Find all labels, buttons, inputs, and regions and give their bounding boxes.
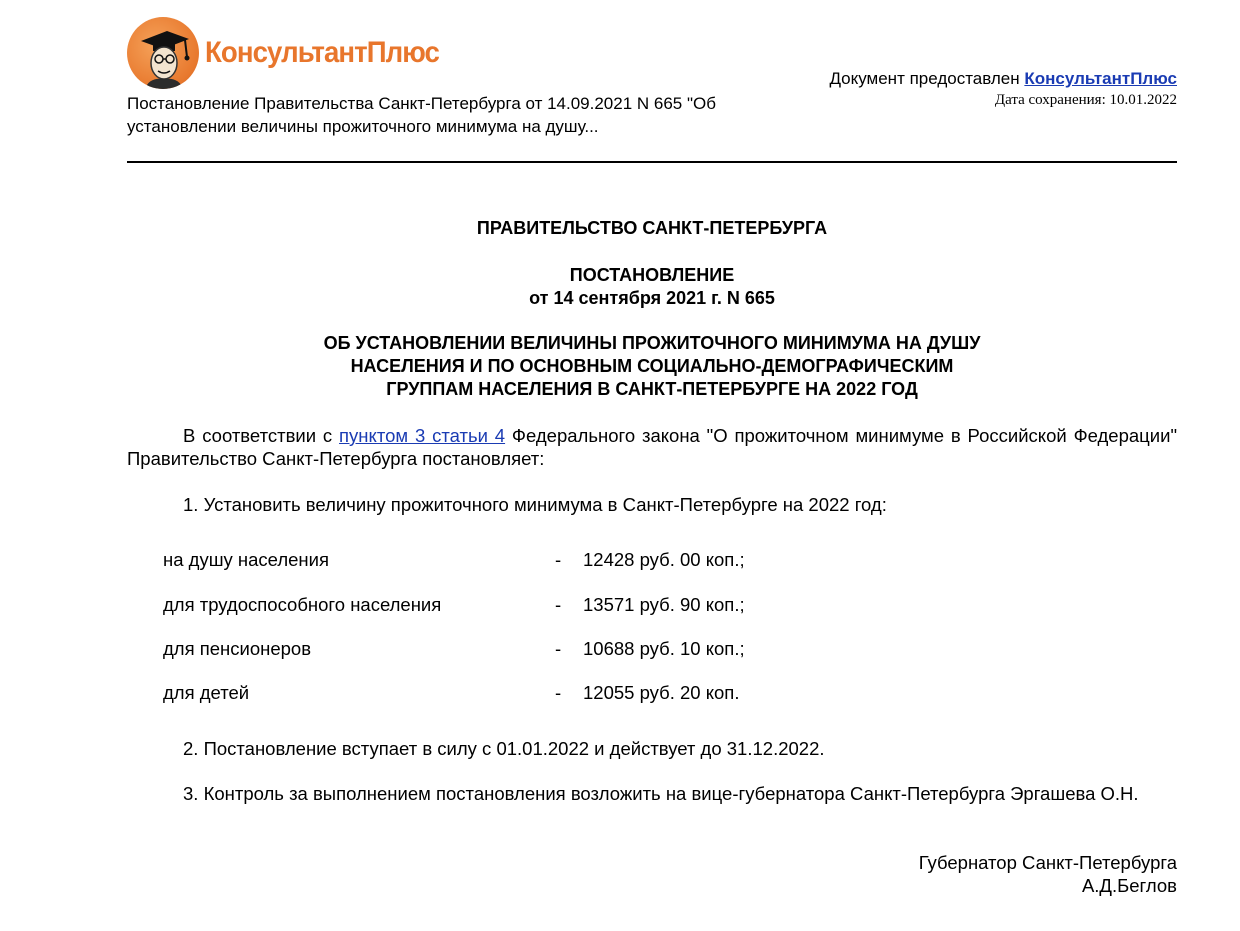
row-dash: - xyxy=(555,549,562,570)
row-value: 13571 руб. 90 коп.; xyxy=(583,594,745,615)
provided-by-prefix: Документ предоставлен xyxy=(829,69,1025,88)
issuing-authority: ПРАВИТЕЛЬСТВО САНКТ-ПЕТЕРБУРГА xyxy=(476,218,828,238)
row-value: 12428 руб. 00 коп.; xyxy=(583,549,745,570)
row-value: 12055 руб. 20 коп. xyxy=(583,682,740,703)
row-value: 10688 руб. 10 коп.; xyxy=(583,638,745,659)
row-dash: - xyxy=(555,638,562,659)
provided-by xyxy=(829,68,1177,90)
consultantplus-logo[interactable] xyxy=(127,16,459,90)
save-date: Дата сохранения: 10.01.2022 xyxy=(994,92,1177,108)
consultantplus-link[interactable]: КонсультантПлюс xyxy=(1024,69,1177,88)
item-3-paragraph xyxy=(127,782,1177,805)
document-type: ПОСТАНОВЛЕНИЕ xyxy=(569,265,735,285)
item-3-text: 3. Контроль за выполнением постановления возложить на вице-губернатора Санкт-Петербурга Эргашева О.Н. xyxy=(183,783,1139,804)
preamble-paragraph xyxy=(127,424,1177,470)
row-dash: - xyxy=(555,682,562,703)
item-2-text: 2. Постановление вступает в силу с 01.01.2022 и действует до 31.12.2022. xyxy=(183,738,825,759)
law-article-link[interactable]: пунктом 3 статьи 4 xyxy=(339,425,506,446)
preamble-text: Федерального закона "О прожиточном минимуме в Российской Федерации" Правительство Санкт-Петербурга постановляет: xyxy=(127,425,1178,469)
logo-wordmark: КонсультантПлюс xyxy=(205,36,439,69)
document-title-line: ГРУППАМ НАСЕЛЕНИЯ В САНКТ-ПЕТЕРБУРГЕ НА 2022 ГОД xyxy=(386,379,918,399)
document-page xyxy=(127,0,1177,931)
row-label: на душу населения xyxy=(163,549,330,570)
item-2-paragraph xyxy=(127,737,1177,760)
item-1-text: 1. Установить величину прожиточного минимума в Санкт-Петербурге на 2022 год: xyxy=(183,494,887,515)
header-divider xyxy=(127,161,1177,163)
row-label: для детей xyxy=(163,682,250,703)
document-title-line: ОБ УСТАНОВЛЕНИИ ВЕЛИЧИНЫ ПРОЖИТОЧНОГО МИНИМУМА НА ДУШУ xyxy=(323,333,981,353)
logo-professor-icon xyxy=(127,17,199,89)
preamble-text: В соответствии с xyxy=(183,425,340,446)
row-label: для трудоспособного населения xyxy=(163,594,442,615)
document-title-line: НАСЕЛЕНИЯ И ПО ОСНОВНЫМ СОЦИАЛЬНО-ДЕМОГРАФИЧЕСКИМ xyxy=(350,356,954,376)
row-dash: - xyxy=(555,594,562,615)
signer-position: Губернатор Санкт-Петербурга xyxy=(918,852,1177,873)
item-1-paragraph xyxy=(127,493,1177,516)
row-label: для пенсионеров xyxy=(163,638,312,659)
document-date-number: от 14 сентября 2021 г. N 665 xyxy=(529,288,775,308)
signer-name: А.Д.Беглов xyxy=(1081,875,1177,896)
document-short-title: Постановление Правительства Санкт-Петербурга от 14.09.2021 N 665 "Об установлении величины прожиточного минимума на душу... xyxy=(127,94,716,136)
